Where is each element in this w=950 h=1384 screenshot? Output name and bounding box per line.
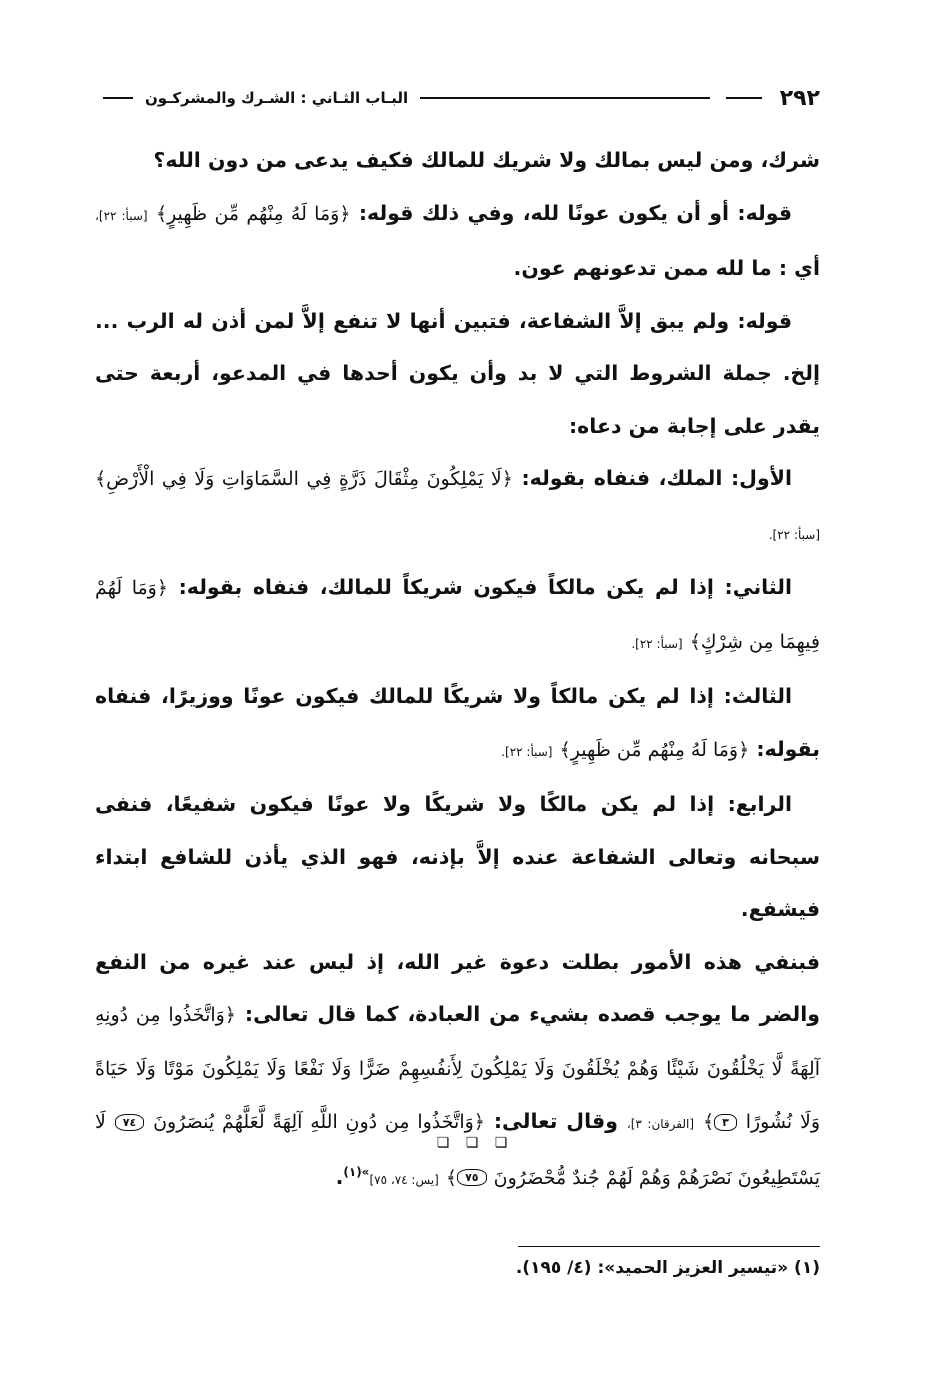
page-number: ٢٩٢ bbox=[779, 85, 820, 111]
paragraph bbox=[95, 187, 820, 295]
text: أي : ما لله ممن تدعونهم عون. bbox=[513, 256, 820, 280]
text: إذا لم يكن مالكًا ولا شريكًا ولا عونًا فيكون شفيعًا، فنفى سبحانه وتعالى الشفاعة عنده إلاَّ بإذنه، فهو الذي يأذن للشافع ابتداء فيشفع. bbox=[95, 792, 820, 921]
paragraph bbox=[95, 778, 820, 936]
text: . bbox=[335, 1164, 344, 1189]
verse-reference: [سبأ: ٢٢]. bbox=[631, 636, 683, 651]
paragraph bbox=[95, 295, 820, 453]
chapter-title: البـاب الثـاني : الشـرك والمشركـون bbox=[145, 89, 409, 107]
enumeration-term: الرابع: bbox=[727, 792, 792, 816]
text: إذا لم يكن مالكاً ولا شريكًا للمالك فيكون عونًا ووزيرًا، فنفاه بقوله: bbox=[95, 684, 820, 761]
footnote: (١) «تيسير العزيز الحميد»: (٤/ ١٩٥). bbox=[515, 1258, 820, 1278]
quran-verse: ﴿لَا يَمْلِكُونَ مِثْقَالَ ذَرَّةٍ فِي السَّمَاوَاتِ وَلَا فِي الْأَرْضِ﴾ bbox=[95, 468, 513, 490]
text: شرك، ومن ليس بمالك ولا شريك للمالك فكيف يدعى من دون الله؟ bbox=[153, 148, 820, 172]
footnote-rule bbox=[518, 1246, 820, 1247]
verse-reference: [يس: ٧٤، ٧٥] bbox=[369, 1172, 439, 1187]
quran-bracket: ﴾ bbox=[445, 1166, 458, 1189]
section-separator: ❏ ❏ ❏ bbox=[436, 1135, 514, 1151]
verse-reference: [سبأ: ٢٢]. bbox=[768, 527, 820, 542]
header-rule bbox=[726, 97, 762, 99]
paragraph bbox=[95, 561, 820, 670]
header-rule bbox=[420, 97, 710, 99]
quran-bracket: ﴾ bbox=[702, 1111, 715, 1133]
verse-reference: [سبأ: ٢٢]، bbox=[95, 208, 148, 223]
page-body bbox=[95, 134, 820, 1206]
enumeration-term: الثالث: bbox=[723, 684, 793, 708]
quran-verse: ﴿وَاتَّخَذُوا مِن دُونِهِ آلِهَةً لَّا يَخْلُقُونَ شَيْئًا وَهُمْ يُخْلَقُونَ وَلَا يَمْلِكُونَ لِأَنفُسِهِمْ ضَرًّا وَلَا نَفْعًا وَلَا يَمْلِكُونَ مَوْتًا وَلَا حَيَاةً وَلَا نُشُورًا bbox=[95, 1004, 820, 1133]
verse-reference: [الفرقان: ٣]، bbox=[626, 1117, 695, 1131]
quran-verse: ﴿وَمَا لَهُمْ فِيهِمَا مِن شِرْكٍ﴾ bbox=[95, 577, 820, 653]
ayah-number-marker: ٧٤ bbox=[115, 1114, 144, 1131]
text: الملك، فنفاه بقوله: bbox=[521, 466, 723, 490]
text: فبنفي هذه الأمور بطلت دعوة غير الله، إذ ليس عند غيره من النفع والضر ما يوجب قصده بشيء من العبادة، كما قال تعالى: bbox=[95, 949, 821, 1026]
text: قوله: ولم يبق إلاَّ الشفاعة، فتبين أنها لا تنفع إلاَّ لمن أذن له الرب ... إلخ. جملة الشروط التي لا بد وأن يكون أحدها في المدعو، أربعة حتى يقدر على إجابة من دعاه: bbox=[95, 308, 820, 438]
header-rule bbox=[103, 97, 133, 99]
text: وقال تعالى: bbox=[493, 1109, 618, 1133]
verse-reference: [سبأ: ٢٢]. bbox=[501, 744, 553, 759]
paragraph bbox=[95, 936, 820, 1207]
paragraph bbox=[95, 670, 820, 778]
text: إذا لم يكن مالكاً فيكون شريكاً للمالك، فنفاه بقوله: bbox=[178, 575, 714, 599]
ayah-number-marker: ٧٥ bbox=[457, 1169, 486, 1186]
footnote-marker: »(١) bbox=[343, 1164, 370, 1179]
ayah-number-marker: ٣ bbox=[714, 1114, 737, 1131]
paragraph bbox=[95, 452, 820, 561]
page-header bbox=[95, 80, 820, 116]
enumeration-term: الثاني: bbox=[724, 575, 792, 599]
quran-verse: ﴿وَمَا لَهُ مِنْهُم مِّن ظَهِيرٍ﴾ bbox=[559, 738, 750, 761]
enumeration-term: الأول: bbox=[730, 466, 793, 490]
quran-verse: ﴿وَاتَّخَذُوا مِن دُونِ اللَّهِ آلِهَةً لَّعَلَّهُمْ يُنصَرُونَ bbox=[153, 1111, 485, 1133]
text: قوله: أو أن يكون عونًا لله، وفي ذلك قوله: bbox=[358, 200, 793, 225]
paragraph bbox=[95, 134, 820, 187]
quran-verse: ﴿وَمَا لَهُ مِنْهُم مِّن ظَهِيرٍ﴾ bbox=[155, 202, 351, 225]
quran-verse: لَا يَسْتَطِيعُونَ نَصْرَهُمْ وَهُمْ لَهُمْ جُندٌ مُّحْضَرُونَ bbox=[95, 1111, 820, 1189]
